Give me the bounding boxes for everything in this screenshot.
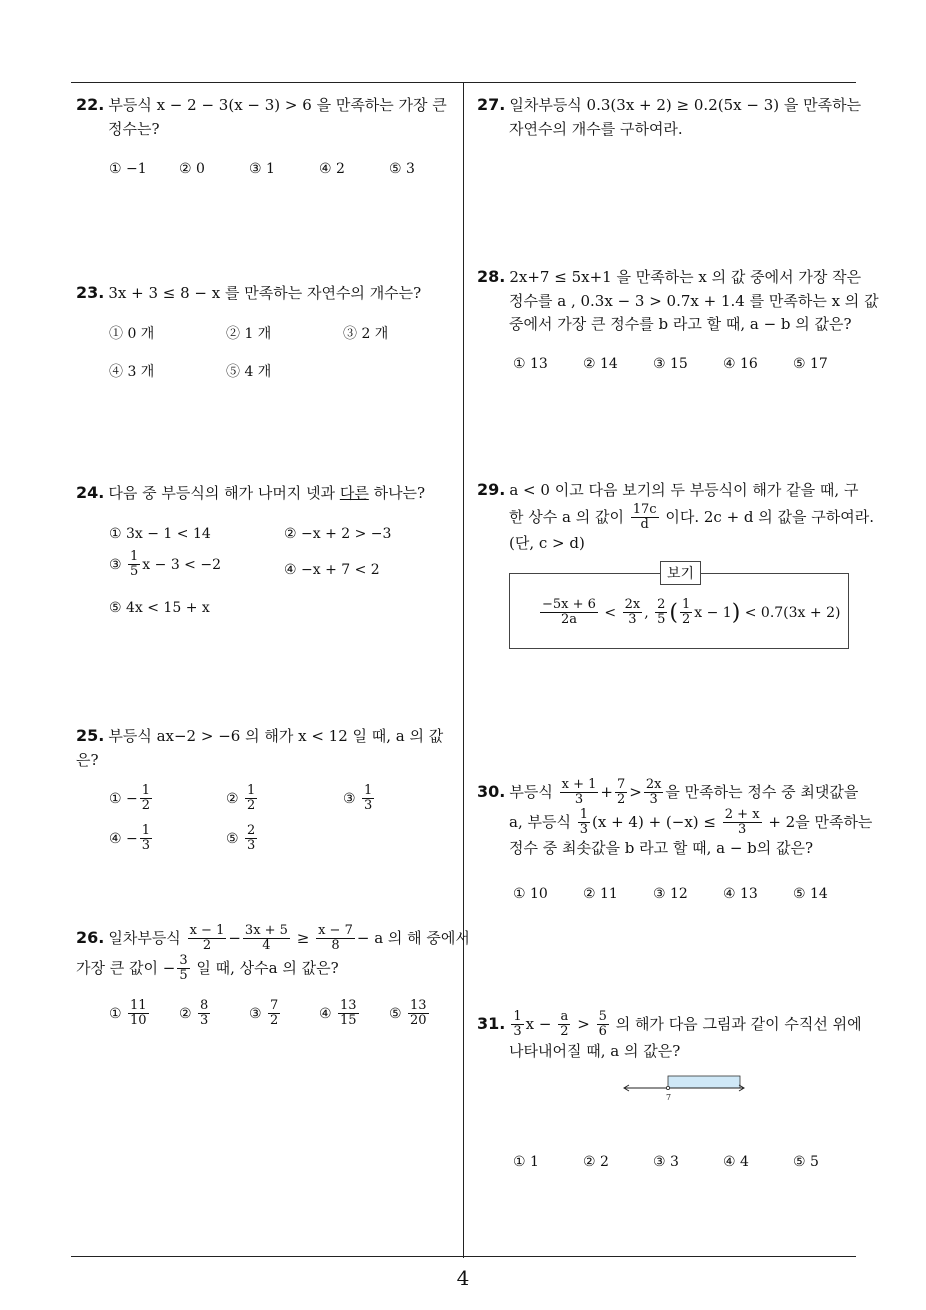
question-text: 정수를 a , 0.3x − 3 > 0.7x + 1.4 를 만족하는 x 의 값	[509, 291, 879, 310]
numerator: −5x + 6	[542, 597, 596, 612]
option-5[interactable]: ⑤ 3	[389, 161, 415, 178]
option-5[interactable]: ⑤ 17	[793, 356, 828, 373]
denominator: 4	[262, 938, 271, 954]
option-3[interactable]: ③ 2 개	[343, 325, 389, 342]
question-29	[477, 478, 875, 556]
fraction	[723, 808, 762, 838]
question-text: 하나는?	[368, 484, 426, 502]
option-text: x − 3 < −2	[142, 556, 221, 573]
fraction	[177, 954, 189, 984]
fraction	[655, 598, 667, 628]
fraction	[540, 598, 598, 628]
fraction	[578, 808, 590, 838]
fraction	[243, 924, 290, 954]
denominator: 3	[628, 612, 637, 628]
denominator: 5	[657, 612, 666, 628]
numerator: 1	[681, 597, 691, 612]
option-mark: ⑤	[389, 1005, 402, 1022]
question-number: 25.	[76, 726, 105, 745]
option-4[interactable]	[319, 999, 361, 1029]
question-number: 22.	[76, 95, 105, 114]
numerator: 8	[200, 998, 209, 1014]
option-mark: ③	[109, 556, 122, 573]
denominator: 2	[616, 792, 626, 808]
option-1[interactable]: ① 0 개	[109, 325, 155, 342]
option-3[interactable]	[249, 999, 282, 1029]
numerator: 3	[179, 952, 188, 968]
question-text: 의 해가 다음 그림과 같이 수직선 위에	[615, 1014, 862, 1033]
operator: >	[629, 782, 642, 801]
option-1[interactable]: ① 1	[513, 1154, 539, 1170]
option-3[interactable]: ③ 12	[653, 886, 688, 903]
fraction	[644, 778, 664, 808]
question-text: 중에서 가장 큰 정수를 b 라고 할 때, a − b 의 값은?	[509, 315, 852, 334]
fraction	[597, 1010, 609, 1040]
close-paren: )	[731, 600, 741, 626]
question-text: 가장 큰 값이 −	[76, 958, 176, 977]
denominator: 3	[649, 792, 658, 808]
expression: x −	[525, 1014, 552, 1033]
option-1[interactable]: ① −1	[109, 161, 147, 178]
denominator: 2	[270, 1013, 279, 1029]
question-text: 일차부등식 0.3(3x + 2) ≥ 0.2(5x − 3) 을 만족하는	[509, 96, 862, 114]
denominator: 15	[340, 1013, 357, 1029]
comma: ,	[644, 604, 649, 621]
option-mark: ④	[109, 830, 122, 847]
denominator: d	[640, 517, 649, 533]
option-3[interactable]: ③ 15	[653, 356, 688, 373]
option-2[interactable]: ② 1 개	[226, 325, 272, 342]
numerator: 1	[513, 1009, 522, 1024]
question-text: + 2을 만족하는	[768, 812, 873, 831]
fraction	[140, 784, 152, 814]
fraction	[623, 598, 643, 628]
numerator: 2x	[645, 777, 662, 792]
fraction	[245, 824, 257, 854]
question-text: 한 상수 a 의 값이	[509, 507, 624, 526]
denominator: 2	[141, 798, 151, 814]
option-4[interactable]: ④ 3 개	[109, 363, 155, 380]
option-2[interactable]	[179, 999, 212, 1029]
option-mark: ①	[109, 1005, 122, 1022]
denominator: 2	[247, 798, 256, 814]
fraction	[128, 999, 149, 1029]
numerator: 2	[657, 597, 666, 612]
bogi-inequalities	[538, 598, 840, 628]
option-2[interactable]: ② 11	[583, 886, 618, 903]
denominator: 5	[130, 564, 139, 580]
fraction	[140, 824, 152, 854]
bogi-label: 보기	[660, 561, 701, 585]
option-2[interactable]	[226, 784, 259, 814]
question-27	[477, 93, 861, 141]
question-text: 정수는?	[108, 119, 160, 138]
fraction	[558, 1010, 570, 1040]
option-5[interactable]: ⑤ 14	[793, 886, 828, 903]
option-4[interactable]: ④ 2	[319, 161, 345, 178]
option-2[interactable]: ② 2	[583, 1154, 609, 1170]
option-5[interactable]: ⑤ 5	[793, 1154, 819, 1170]
numerator: x − 7	[318, 923, 353, 938]
denominator: 20	[410, 1013, 427, 1029]
option-2[interactable]: ② −x + 2 > −3	[284, 525, 392, 542]
denominator: 3	[364, 798, 373, 814]
option-1[interactable]: ① 13	[513, 356, 548, 373]
option-1[interactable]: ① 3x − 1 < 14	[109, 525, 211, 542]
question-text: 자연수의 개수를 구하여라.	[509, 119, 683, 138]
numerator: 2x	[624, 597, 641, 612]
question-number: 24.	[76, 483, 105, 502]
denominator: 5	[179, 967, 188, 983]
question-text: 2x+7 ≤ 5x+1 을 만족하는 x 의 값 중에서 가장 작은	[509, 268, 862, 286]
denominator: 3	[738, 821, 747, 837]
option-4[interactable]: ④ −x + 7 < 2	[284, 561, 380, 578]
numerator: a	[560, 1009, 569, 1024]
numerator: 7	[616, 777, 626, 792]
numerator: 1	[247, 783, 256, 799]
column-divider	[463, 82, 464, 1258]
operator: +	[600, 782, 613, 801]
denominator: 3	[513, 1024, 522, 1040]
question-31	[477, 1010, 861, 1063]
fraction	[268, 999, 280, 1029]
open-paren: (	[669, 600, 678, 626]
numerator: 2 + x	[724, 806, 760, 822]
sign: −	[126, 830, 138, 847]
question-text: 부등식	[509, 782, 553, 801]
fraction	[316, 924, 355, 954]
expression: < 0.7(3x + 2)	[744, 604, 841, 621]
numerator: 11	[130, 998, 147, 1014]
question-number: 23.	[76, 283, 105, 302]
numerator: 1	[141, 783, 151, 799]
solution-region	[668, 1076, 740, 1088]
fraction	[188, 924, 227, 954]
option-5[interactable]	[389, 999, 431, 1029]
numerator: 1	[579, 806, 589, 822]
fraction	[560, 778, 599, 808]
option-5[interactable]: ⑤ 4x < 15 + x	[109, 599, 210, 616]
option-mark: ③	[249, 1005, 262, 1022]
question-text: (단, c > d)	[509, 534, 585, 553]
question-28	[477, 265, 879, 378]
bottom-rule	[71, 1256, 856, 1257]
option-1[interactable]	[109, 784, 154, 814]
option-5[interactable]	[226, 824, 259, 854]
denominator: 2	[681, 612, 691, 628]
question-30	[477, 777, 873, 908]
option-mark: ④	[319, 1005, 332, 1022]
question-number: 28.	[477, 267, 506, 286]
question-text: 정수 중 최솟값을 b 라고 할 때, a − b의 값은?	[509, 839, 814, 858]
page-number: 4	[456, 1266, 470, 1290]
denominator: 2	[202, 938, 212, 954]
question-31-options	[477, 1152, 861, 1176]
question-text: 일 때, 상수a 의 값은?	[196, 958, 339, 977]
fraction	[615, 778, 627, 808]
denominator: 6	[598, 1024, 607, 1040]
option-2[interactable]: ② 0	[179, 161, 205, 178]
question-22	[76, 93, 456, 183]
question-text: 3x + 3 ≤ 8 − x 를 만족하는 자연수의 개수는?	[108, 284, 422, 302]
fraction	[408, 999, 429, 1029]
denominator: 3	[247, 838, 256, 854]
question-number: 27.	[477, 95, 506, 114]
question-26	[76, 923, 470, 1043]
denominator: 2a	[560, 612, 577, 628]
question-24	[76, 481, 456, 634]
fraction	[511, 1010, 523, 1040]
numerator: 5	[598, 1009, 607, 1024]
question-text: (x + 4) + (−x) ≤	[592, 812, 716, 831]
question-text: a < 0 이고 다음 보기의 두 부등식이 해가 같을 때, 구	[509, 481, 859, 499]
bogi-box	[509, 566, 849, 649]
denominator: 3	[200, 1013, 209, 1029]
option-mark: ⑤	[226, 830, 239, 847]
question-25	[76, 724, 456, 864]
denominator: 2	[560, 1024, 569, 1040]
question-text: 이다. 2c + d 의 값을 구하여라.	[665, 507, 875, 526]
denominator: 3	[579, 821, 589, 837]
question-number: 29.	[477, 480, 506, 499]
option-mark: ②	[179, 1005, 192, 1022]
numerator: 2	[247, 823, 256, 839]
question-number: 26.	[76, 927, 105, 947]
numerator: 1	[364, 783, 373, 799]
question-number: 30.	[477, 781, 506, 801]
number-line-figure	[620, 1070, 750, 1104]
numerator: 7	[270, 998, 279, 1014]
option-1[interactable]	[109, 999, 151, 1029]
question-text: − a 의 해 중에서	[356, 928, 470, 947]
operator: >	[577, 1014, 590, 1033]
fraction	[128, 550, 140, 580]
denominator: 8	[331, 938, 340, 954]
denominator: 3	[141, 838, 151, 854]
option-4[interactable]	[109, 824, 154, 854]
question-text: 부등식 ax−2 > −6 의 해가 x < 12 일 때, a 의 값은?	[76, 727, 444, 769]
numerator: 1	[130, 548, 139, 564]
operator: −	[228, 928, 241, 947]
fraction	[198, 999, 210, 1029]
option-2[interactable]: ② 14	[583, 356, 618, 373]
question-text: 나타내어질 때, a 의 값은?	[509, 1041, 681, 1060]
question-number: 31.	[477, 1013, 506, 1033]
numerator: 1	[141, 823, 151, 839]
question-text: 부등식 x − 2 − 3(x − 3) > 6 을 만족하는 가장 큰	[108, 96, 447, 114]
numerator: x − 1	[189, 923, 225, 938]
option-3[interactable]	[343, 784, 376, 814]
question-text: 일차부등식	[108, 928, 181, 947]
numerator: 13	[410, 998, 427, 1014]
expression: x − 1	[694, 604, 732, 621]
question-text: a, 부등식	[509, 812, 571, 831]
option-3[interactable]	[109, 550, 221, 580]
fraction	[362, 784, 374, 814]
numerator: x + 1	[561, 777, 597, 792]
numerator: 3x + 5	[244, 923, 288, 938]
underlined-word: 다른	[339, 484, 369, 502]
option-mark: ①	[109, 790, 122, 807]
option-3[interactable]: ③ 3	[653, 1154, 679, 1170]
numerator: 17c	[632, 501, 657, 517]
option-4[interactable]: ④ 13	[723, 886, 758, 903]
option-mark: ③	[343, 790, 356, 807]
numerator: 13	[340, 998, 357, 1014]
fraction	[338, 999, 359, 1029]
question-23	[76, 281, 456, 394]
option-4[interactable]: ④ 16	[723, 356, 758, 373]
sign: −	[126, 790, 138, 807]
tick-label: 7	[666, 1093, 672, 1102]
denominator: 10	[130, 1013, 147, 1029]
open-endpoint	[666, 1086, 669, 1089]
question-text: 다음 중 부등식의 해가 나머지 넷과	[108, 484, 340, 502]
question-text: 을 만족하는 정수 중 최댓값을	[665, 782, 859, 801]
denominator: 3	[574, 792, 584, 808]
option-3[interactable]: ③ 1	[249, 161, 275, 178]
option-4[interactable]: ④ 4	[723, 1154, 749, 1170]
operator: ≥	[296, 928, 310, 947]
fraction	[631, 503, 659, 533]
option-5[interactable]: ⑤ 4 개	[226, 363, 272, 380]
fraction	[245, 784, 257, 814]
fraction	[680, 598, 692, 628]
option-mark: ②	[226, 790, 239, 807]
operator: <	[604, 604, 617, 621]
option-1[interactable]: ① 10	[513, 886, 548, 903]
